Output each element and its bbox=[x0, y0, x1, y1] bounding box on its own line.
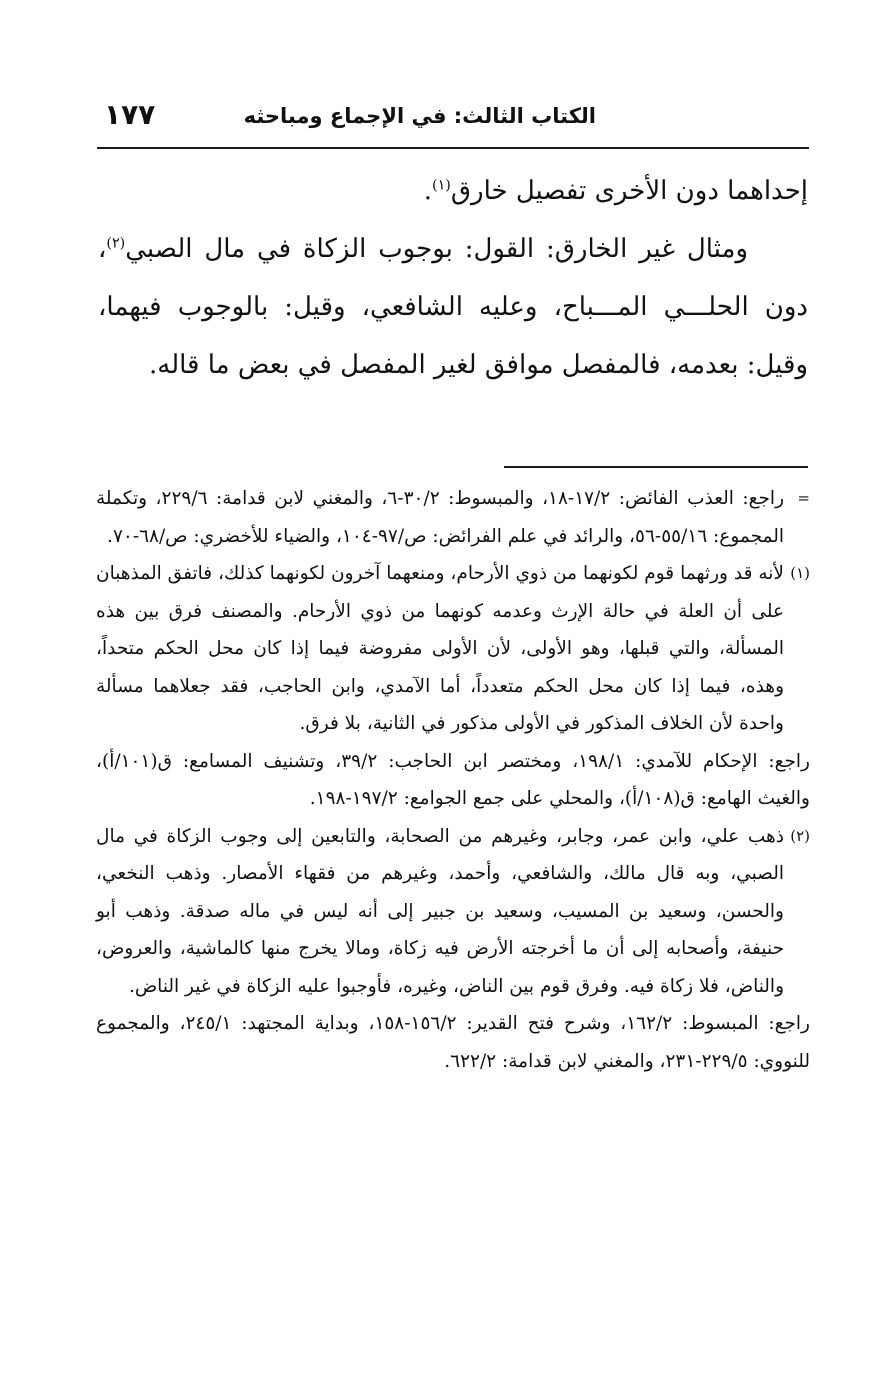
footnote-marker: (٢) bbox=[106, 235, 126, 252]
header-title: الكتاب الثالث: في الإجماع ومباحثه bbox=[243, 104, 596, 128]
footnote-2 bbox=[96, 818, 810, 1006]
footnote-1 bbox=[96, 555, 810, 743]
header-rule bbox=[97, 147, 809, 149]
running-header bbox=[96, 98, 808, 144]
paragraph-text: ، دون الحلـــي المـــباح، وعليه الشافعي، وقيل: بالوجوب فيهما، وقيل: بعدمه، فالمفصل موافق لغير المفصل في بعض ما قاله. bbox=[98, 234, 808, 380]
footnote-text: راجع: العذب الفائض: ١٧/٢-١٨، والمبسوط: ٣٠/٢-٦، والمغني لابن قدامة: ٢٢٩/٦، وتكملة المجموع: ٥٥/١٦-٥٦، والرائد في علم الفرائض: ص/٩٧-١٠٤، والضياء للأخضري: ص/٦٨-٧٠. bbox=[96, 488, 785, 547]
footnote-marker: = bbox=[797, 489, 810, 507]
main-paragraph-1 bbox=[98, 162, 808, 220]
footnote-references: راجع: المبسوط: ١٦٢/٢، وشرح فتح القدير: ١٥٦/٢-١٥٨، وبداية المجتهد: ٢٤٥/١، والمجموع للنووي: ٢٢٩/٥-٢٣١، والمغني لابن قدامة: ٦٢٢/٢. bbox=[96, 1013, 810, 1072]
footnote-marker: (١) bbox=[432, 177, 451, 194]
footnote-text: ذهب علي، وابن عمر، وجابر، وغيرهم من الصحابة، والتابعين إلى وجوب الزكاة في مال الصبي، وبه قال مالك، والشافعي، وأحمد، وغيرهم من فقهاء الأمصار. وذهب النخعي، والحسن، وسعيد بن المسيب، وسعيد بن جبير إلى أنه ليس في ماله صدقة. وذهب أبو حنيفة، وأصحابه إلى أن ما أخرجته الأرض فيه زكاة، ومالا يخرج منها كالماشية، والعروض، والناض، فلا زكاة فيه. وفرق قوم بين الناض، وغيره، فأوجبوا عليه الزكاة في غير الناض. bbox=[96, 825, 784, 997]
footnote-text: لأنه قد ورثهما قوم لكونهما من ذوي الأرحام، ومنعهما آخرون لكونهما كذلك، فاتفق المذهبان على أن العلة في حالة الإرث وعدمه كونهما من ذوي الأرحام. والمصنف فرق بين هذه المسألة، والتي قبلها، وهو الأولى، لأن الأولى مفروضة فيما إذا كان محل الحكم متحداً، وهذه، فيما إذا كان محل الحكم متعدداً، أما الآمدي، وابن الحاجب، فقد جعلاهما مسألة واحدة لأن الخلاف المذكور في الأولى مذكور في الثانية، بلا فرق. bbox=[96, 563, 784, 734]
footnote-continued bbox=[96, 480, 810, 555]
footnote-references: راجع: الإحكام للآمدي: ١٩٨/١، ومختصر ابن الحاجب: ٣٩/٢، وتشنيف المسامع: ق(١٠١/أ)، والغيث الهامع: ق(١٠٨/أ)، والمحلي على جمع الجوامع: ١٩٧/٢-١٩٨. bbox=[96, 750, 810, 809]
paragraph-text: . bbox=[423, 176, 433, 206]
paragraph-text: إحداهما دون الأخرى تفصيل خارق bbox=[450, 176, 808, 206]
main-text bbox=[98, 162, 808, 394]
footnote-separator bbox=[504, 466, 808, 468]
footnote-marker: (١) bbox=[790, 564, 810, 582]
page-number: ١٧٧ bbox=[104, 98, 156, 131]
main-paragraph-2 bbox=[98, 220, 808, 394]
footnotes bbox=[96, 480, 810, 1080]
paragraph-text: ومثال غير الخارق: القول: بوجوب الزكاة في مال الصبي bbox=[125, 234, 748, 264]
footnote-marker: (٢) bbox=[790, 826, 810, 845]
